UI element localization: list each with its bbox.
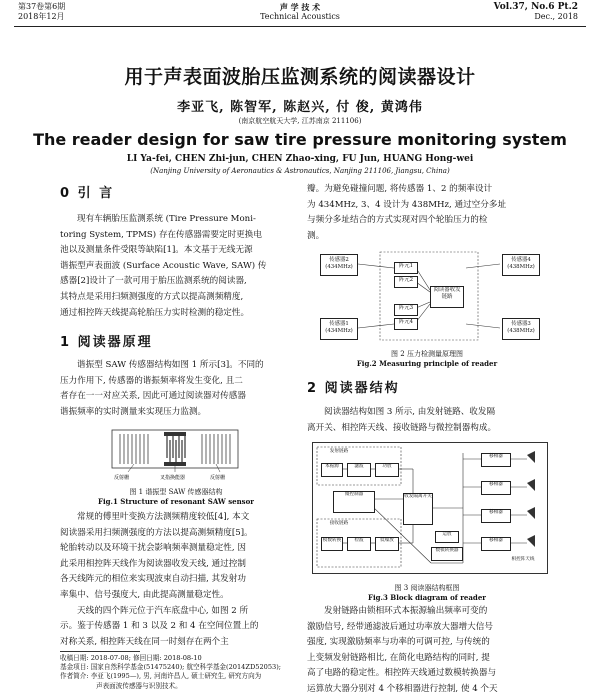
text-line: 谐振型声表面波 (Surface Acoustic Wave, SAW) 传 bbox=[60, 260, 267, 271]
fig1-label-reflector-right: 反射栅 bbox=[210, 475, 226, 480]
fig2-caption-cn: 图 2 压力检测量原理图 bbox=[391, 350, 463, 358]
text-line: 阅读器采用扫频测强度的方法以提高测频精度[5]。 bbox=[60, 527, 253, 538]
text-line: 离开关、相控阵天线、接收链路与微控制器构成。 bbox=[307, 422, 497, 433]
paper-title-en: The reader design for saw tire pressure monitoring system bbox=[33, 130, 567, 149]
volume-cn: 第37卷第6期 bbox=[18, 2, 66, 11]
section-0-heading: 0 引 言 bbox=[60, 186, 115, 201]
journal-name-cn: 声 学 技 术 bbox=[279, 2, 321, 12]
fig3-rx-chain-label: 接收链路 bbox=[321, 521, 357, 529]
text-line: 常规的傅里叶变换方法测频精度较低[4], 本文 bbox=[77, 512, 250, 522]
text-line: 其特点是采用扫频测强度的方式以提高测频精度, bbox=[60, 291, 244, 302]
text-line: toring System, TPMS) 存在传感器需要定时更换电 bbox=[60, 229, 262, 240]
text-line: 阅读器结构如图 3 所示, 由发射链路、收发隔 bbox=[324, 407, 496, 417]
sensor-name: 传感器4 bbox=[511, 257, 531, 263]
authors-cn: 李亚飞, 陈智军, 陈赵兴, 付 俊, 黄鸿伟 bbox=[177, 100, 423, 115]
sensor-name: 传感器1 bbox=[329, 321, 349, 327]
fig3-shifter-1: 移相器 bbox=[481, 453, 511, 467]
text-line: 此采用相控阵天线作为阅读器收发天线, 通过控制 bbox=[60, 558, 246, 569]
footnotes bbox=[60, 654, 300, 691]
footnote-author: 作者简介: 李亚飞(1995—), 男, 河南许昌人, 硕士研究生, 研究方向为 bbox=[60, 672, 262, 681]
sensor-name: 传感器2 bbox=[329, 257, 349, 263]
section-1-body-continued bbox=[60, 510, 292, 650]
figure-1-caption bbox=[60, 488, 292, 506]
fig2-sensor-3 bbox=[502, 318, 540, 340]
sensor-freq: (438MHz) bbox=[507, 327, 535, 334]
fig2-element-4: 阵元4 bbox=[394, 318, 418, 330]
text-line: 瓣。为避免碰撞问题, 将传感器 1、2 的频率设计 bbox=[307, 184, 493, 194]
running-header bbox=[0, 2, 600, 28]
affiliation-cn: (南京航空航天大学, 江苏南京 211106) bbox=[238, 117, 362, 125]
text-line: 者存在一一对应关系, 因此可通过阅读器对传感器 bbox=[60, 391, 246, 402]
fig3-mcu: 微控制器 bbox=[333, 491, 375, 513]
sensor-freq: (434MHz) bbox=[325, 263, 353, 270]
fig1-label-idt: 叉指换能器 bbox=[160, 475, 186, 480]
section-2-body bbox=[307, 405, 547, 436]
fig3-shifter-4: 移相器 bbox=[481, 537, 511, 551]
section-2-body-continued bbox=[307, 604, 547, 698]
text-line: 与频分多址结合的方式实现对四个轮胎压力的检 bbox=[307, 215, 488, 226]
fig3-switch: 收发隔离开关 bbox=[403, 493, 433, 525]
sensor-name: 传感器3 bbox=[511, 321, 531, 327]
fig3-bpf: 滤波 bbox=[347, 463, 371, 477]
saw-sensor-diagram bbox=[110, 424, 240, 480]
date-en: Dec., 2018 bbox=[534, 12, 578, 21]
text-line: 感器[2]设计了一款可用于胎压监测系统的阅读器, bbox=[60, 276, 247, 287]
fig3-lo: 本振源 bbox=[321, 463, 343, 477]
fig3-caption-en: Fig.3 Block diagram of reader bbox=[368, 593, 486, 602]
fig3-caption-cn: 图 3 阅读器结构框图 bbox=[394, 584, 460, 592]
text-line: 高了电路的稳定性。相控阵天线通过数模转换器与 bbox=[307, 668, 497, 679]
fig3-dac: 数模转换器 bbox=[431, 547, 463, 561]
fig2-element-2: 阵元2 bbox=[394, 276, 418, 288]
affiliation-en: (Nanjing University of Aeronautics & Astronautics, Nanjing 211106, Jiangsu, China) bbox=[150, 167, 450, 175]
header-right bbox=[494, 2, 578, 22]
footnote-received: 收稿日期: 2018-07-08; 修回日期: 2018-08-10 bbox=[60, 654, 202, 662]
fig3-lna: 低噪放 bbox=[375, 537, 399, 551]
figure-2-caption bbox=[307, 350, 547, 368]
text-line: 轮胎转动以及环境干扰会影响频率测量稳定性, 因 bbox=[60, 543, 246, 554]
text-line: 测。 bbox=[307, 230, 325, 241]
text-line: 上变频发射链路相比, 在简化电路结构的同时, 提 bbox=[307, 652, 490, 663]
fig3-tx-chain-label: 发射链路 bbox=[321, 449, 357, 457]
paper-title-cn: 用于声表面波胎压监测系统的阅读器设计 bbox=[124, 66, 476, 88]
text-line: 各天线阵元的相位来实现波束自动扫描, 其发射功 bbox=[60, 574, 246, 585]
section-1-body bbox=[60, 358, 292, 420]
figure-2 bbox=[318, 246, 540, 348]
fig2-element-1: 阵元1 bbox=[394, 262, 418, 274]
footnote-funding: 基金项目: 国家自然科学基金(51475240); 航空科学基金(2014ZD52053); bbox=[60, 663, 282, 672]
text-line: 谐振型 SAW 传感器结构如图 1 所示[3]。不同的 bbox=[77, 360, 264, 370]
footnote-author-cont: 声表面波传感器与识别技术。 bbox=[96, 681, 182, 690]
fig2-caption-en: Fig.2 Measuring principle of reader bbox=[356, 359, 498, 368]
text-line: 谐振频率的实时测量来实现压力监测。 bbox=[60, 406, 207, 417]
figure-3 bbox=[312, 442, 548, 574]
text-line: 为 434MHz, 3、4 设计为 438MHz, 通过空分多址 bbox=[307, 199, 507, 210]
text-line: 现有车辆胎压监测系统 (Tire Pressure Moni- bbox=[77, 214, 256, 224]
text-line: 压力作用下, 传感器的谐振频率将发生变化, 且二 bbox=[60, 375, 243, 386]
fig2-sensor-2 bbox=[320, 254, 358, 276]
sensor-freq: (434MHz) bbox=[325, 327, 353, 334]
fig3-antenna-label: 相控阵天线 bbox=[503, 557, 543, 565]
fig3-shifter-3: 移相器 bbox=[481, 509, 511, 523]
fig3-detector: 检波 bbox=[347, 537, 371, 551]
fig2-sensor-4 bbox=[502, 254, 540, 276]
section-0-body bbox=[60, 212, 292, 321]
fig3-pa: 功放 bbox=[375, 463, 399, 477]
fig1-caption-cn: 图 1 谐振型 SAW 传感器结构 bbox=[129, 488, 223, 496]
section-1-heading: 1 阅读器原理 bbox=[60, 335, 153, 350]
header-rule bbox=[14, 26, 586, 27]
text-line: 示。鉴于传感器 1 和 3 以及 2 和 4 在空间位置上的 bbox=[60, 621, 259, 632]
authors-en: LI Ya-fei, CHEN Zhi-jun, CHEN Zhao-xing, FU Jun, HUANG Hong-wei bbox=[126, 154, 474, 164]
text-line: 天线的四个阵元位于汽车底盘中心, 如图 2 所 bbox=[77, 605, 249, 616]
text-line: 激励信号, 经带通滤波后通过功率放大器增大信号 bbox=[307, 621, 493, 632]
fig3-adc: 模数转换 bbox=[321, 537, 343, 551]
text-line: 强度, 实现激励频率与功率的可调可控, 与传统的 bbox=[307, 637, 490, 648]
text-line: 发射链路由锁相环式本振源输出频率可变的 bbox=[324, 606, 488, 616]
fig3-opamp: 运放 bbox=[435, 531, 459, 543]
fig1-label-reflector-left: 反射栅 bbox=[114, 475, 130, 480]
figure-3-caption bbox=[307, 584, 547, 602]
text-line: 池以及测量条件受限等缺陷[1]。本文基于无线无源 bbox=[60, 245, 253, 256]
footnote-rule bbox=[60, 651, 140, 652]
sensor-freq: (438MHz) bbox=[507, 263, 535, 270]
figure-1 bbox=[110, 424, 240, 480]
fig1-caption-en: Fig.1 Structure of resonant SAW sensor bbox=[98, 497, 254, 506]
fig2-reader-chain: 阅读器收发链路 bbox=[430, 286, 464, 308]
text-line: 率集中、信号强度大, 由此提高测量稳定性。 bbox=[60, 589, 229, 600]
date-cn: 2018年12月 bbox=[18, 12, 65, 21]
fig2-element-3: 阵元3 bbox=[394, 304, 418, 316]
section-2-heading: 2 阅读器结构 bbox=[307, 381, 400, 396]
column-2-top-text bbox=[307, 182, 547, 244]
text-line: 运算放大器分别对 4 个移相器进行控制, 使 4 个天 bbox=[307, 683, 498, 694]
fig2-sensor-1 bbox=[320, 318, 358, 340]
journal-name-en: Technical Acoustics bbox=[260, 12, 340, 21]
volume-en: Vol.37, No.6 Pt.2 bbox=[493, 2, 578, 12]
text-line: 对称关系, 相控阵天线在同一时刻存在两个主 bbox=[60, 636, 229, 647]
fig3-shifter-2: 移相器 bbox=[481, 481, 511, 495]
text-line: 通过相控阵天线提高轮胎压力实时检测的稳定性。 bbox=[60, 307, 250, 318]
